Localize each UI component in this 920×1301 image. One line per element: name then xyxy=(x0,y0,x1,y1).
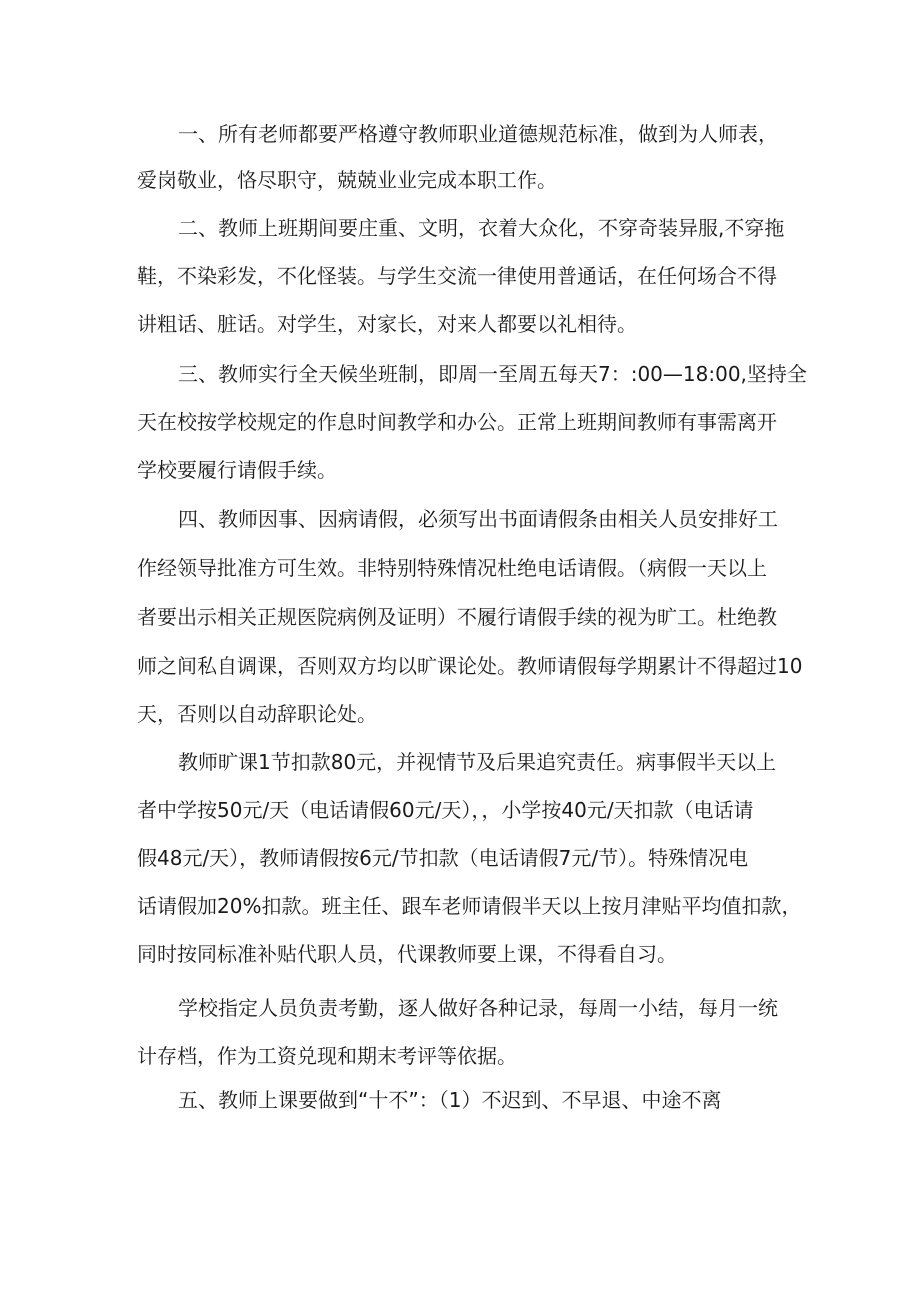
paragraph-6-line-2: 计存档，作为工资兑现和期末考评等依据。 xyxy=(137,1044,517,1068)
paragraph-5-line-2: 者中学按50元/天（电话请假60元/天），，小学按40元/天扣款（电话请 xyxy=(137,798,754,822)
paragraph-4-line-4: 师之间私自调课，否则双方均以旷课论处。教师请假每学期累计不得超过10 xyxy=(137,654,803,678)
paragraph-2-line-2: 鞋，不染彩发，不化怪装。与学生交流一律使用普通话，在任何场合不得 xyxy=(137,264,777,288)
paragraph-5-line-4: 话请假加20%扣款。班主任、跟车老师请假半天以上按月津贴平均值扣款， xyxy=(137,894,802,918)
paragraph-6-line-1: 学校指定人员负责考勤，逐人做好各种记录，每周一小结，每月一统 xyxy=(178,996,778,1020)
paragraph-3-line-3: 学校要履行请假手续。 xyxy=(137,458,337,482)
paragraph-5-line-3: 假48元/天），教师请假按6元/节扣款（电话请假7元/节）。特殊情况电 xyxy=(137,846,749,870)
paragraph-1-line-1: 一、所有老师都要严格遵守教师职业道德规范标准，做到为人师表， xyxy=(178,122,778,146)
paragraph-3-line-1: 三、教师实行全天候坐班制，即周一至周五每天7：:00—18:00,坚持全 xyxy=(178,362,807,386)
paragraph-5-line-5: 同时按同标准补贴代职人员，代课教师要上课，不得看自习。 xyxy=(137,942,677,966)
paragraph-4-line-3: 者要出示相关正规医院病例及证明）不履行请假手续的视为旷工。杜绝教 xyxy=(137,605,777,629)
paragraph-7-line-1: 五、教师上课要做到“十不”：（1）不迟到、不早退、中途不离 xyxy=(178,1088,722,1112)
paragraph-4-line-1: 四、教师因事、因病请假，必须写出书面请假条由相关人员安排好工 xyxy=(178,507,778,531)
paragraph-2-line-1: 二、教师上班期间要庄重、文明，衣着大众化，不穿奇装异服,不穿拖 xyxy=(178,216,785,240)
paragraph-1-line-2: 爱岗敬业，恪尽职守，兢兢业业完成本职工作。 xyxy=(137,168,557,192)
paragraph-2-line-3: 讲粗话、脏话。对学生，对家长，对来人都要以礼相待。 xyxy=(137,312,637,336)
paragraph-4-line-2: 作经领导批准方可生效。非特别特殊情况杜绝电话请假。（病假一天以上 xyxy=(137,556,767,580)
paragraph-5-line-1: 教师旷课1节扣款80元，并视情节及后果追究责任。病事假半天以上 xyxy=(178,750,777,774)
paragraph-3-line-2: 天在校按学校规定的作息时间教学和办公。正常上班期间教师有事需离开 xyxy=(137,410,777,434)
paragraph-4-line-5: 天，否则以自动辞职论处。 xyxy=(137,702,377,726)
